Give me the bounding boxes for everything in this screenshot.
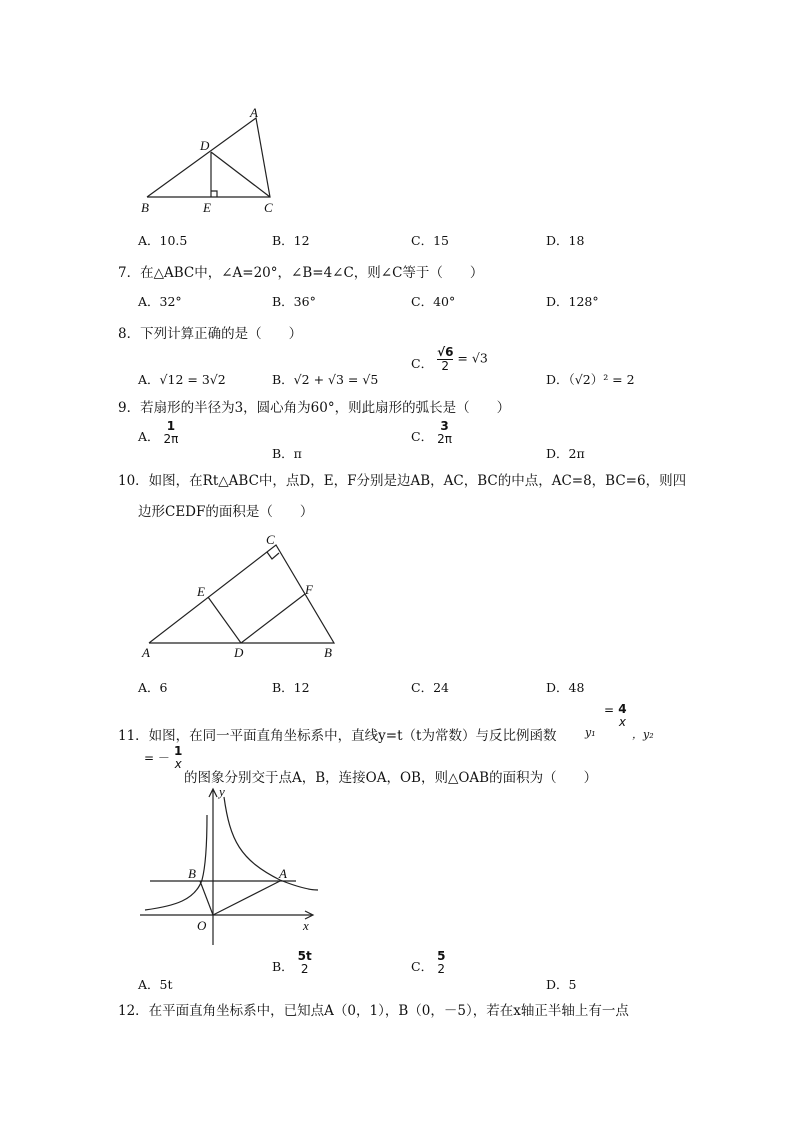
q9-c-denominator: 2π <box>437 431 452 446</box>
q9-c-numerator: 3 <box>440 419 449 433</box>
label-b: B <box>141 200 149 215</box>
q9-c-prefix: C． <box>411 429 434 445</box>
q10-option-c: C．24 <box>411 680 449 695</box>
q11-stem-line1: 11．如图，在同一平面直角坐标系中，直线y=t（t为常数）与反比例函数 <box>118 728 557 744</box>
q7-option-d: D．128° <box>546 294 599 309</box>
q10-option-a: A．6 <box>138 680 168 695</box>
q8-c-rest: = √3 <box>457 350 488 366</box>
q8-option-a: A．√12 = 3√2 <box>138 372 226 387</box>
q11-y2: ，y₂ <box>632 728 654 741</box>
label-y: y <box>219 784 225 799</box>
label-c: C <box>266 532 275 547</box>
q9-stem: 9．若扇形的半径为3，圆心角为60°，则此扇形的弧长是（ ） <box>118 400 511 416</box>
q11-option-d: D．5 <box>546 977 577 992</box>
q8-option-d: D．（√2）² = 2 <box>546 372 635 387</box>
hyperbola-y1 <box>224 797 318 890</box>
q8-c-denominator: 2 <box>441 358 450 373</box>
q9-option-d: D．2π <box>546 446 585 461</box>
q7-option-a: A．32° <box>138 294 182 309</box>
q11-b-denominator: 2 <box>300 961 309 976</box>
label-e: E <box>203 200 211 215</box>
label-a: A <box>142 645 150 660</box>
q11-y1: y₁ <box>585 726 596 739</box>
label-d: D <box>234 645 244 660</box>
label-b: B <box>324 645 332 660</box>
q11-b-prefix: B． <box>272 959 294 975</box>
q11-c-numerator: 5 <box>437 949 446 963</box>
label-c: C <box>264 200 273 215</box>
q11-option-a: A．5t <box>138 977 173 992</box>
q11-stem-line2: 的图象分别交于点A，B，连接OA，OB，则△OAB的面积为（ ） <box>184 770 598 786</box>
hyperbola-y2 <box>145 815 207 910</box>
label-x: x <box>303 918 309 933</box>
q11-c-fraction <box>437 950 445 975</box>
q11-b-numerator: 5t <box>297 949 312 963</box>
q11-option-b <box>272 950 312 975</box>
q10-option-d: D．48 <box>546 680 585 695</box>
q10-option-b: B．12 <box>272 680 310 695</box>
label-a: A <box>279 866 287 881</box>
q11-option-c <box>411 950 445 975</box>
label-f: F <box>305 582 313 597</box>
q11-f2-denominator: x <box>174 756 182 771</box>
q11-b-fraction <box>298 950 312 975</box>
q11-c-denominator: 2 <box>437 961 446 976</box>
q11-f2-equals: = － <box>144 751 170 766</box>
q6-option-b: B．12 <box>272 233 310 248</box>
q10-stem-line1: 10．如图，在Rt△ABC中，点D，E，F分别是边AB，AC，BC的中点，AC=8，BC=6，则四 <box>118 473 687 489</box>
q8-c-numerator: √6 <box>437 345 454 359</box>
q6-option-d: D．18 <box>546 233 585 248</box>
q8-c-prefix: C． <box>411 356 434 372</box>
label-e: E <box>197 584 205 599</box>
label-a: A <box>250 105 258 120</box>
q9-a-prefix: A． <box>138 429 160 445</box>
q11-c-prefix: C． <box>411 959 434 975</box>
q7-option-b: B．36° <box>272 294 316 309</box>
segment-ob <box>200 881 213 915</box>
label-b: B <box>188 866 196 881</box>
q6-option-a: A．10.5 <box>138 233 188 248</box>
q11-f1-denominator: x <box>618 714 626 729</box>
q7-option-c: C．40° <box>411 294 456 309</box>
q12-stem: 12．在平面直角坐标系中，已知点A（0，1），B（0，－5），若在x轴正半轴上有一点 <box>118 1003 629 1019</box>
q9-a-denominator: 2π <box>163 431 179 446</box>
q9-a-numerator: 1 <box>166 419 176 433</box>
q6-option-c: C．15 <box>411 233 449 248</box>
label-o: O <box>197 918 207 933</box>
q10-stem-line2: 边形CEDF的面积是（ ） <box>138 504 314 520</box>
q8-option-b: B．√2 + √3 = √5 <box>272 372 379 387</box>
q11-f2-numerator: 1 <box>174 744 183 758</box>
q7-stem: 7．在△ABC中，∠A=20°，∠B=4∠C，则∠C等于（ ） <box>118 265 484 281</box>
q11-f1-equals: = <box>604 703 615 717</box>
q9-option-b: B．π <box>272 446 302 461</box>
label-d: D <box>200 138 210 153</box>
q8-stem: 8．下列计算正确的是（ ） <box>118 326 303 342</box>
q11-f1-numerator: 4 <box>618 702 627 716</box>
segment-oa <box>213 881 280 915</box>
